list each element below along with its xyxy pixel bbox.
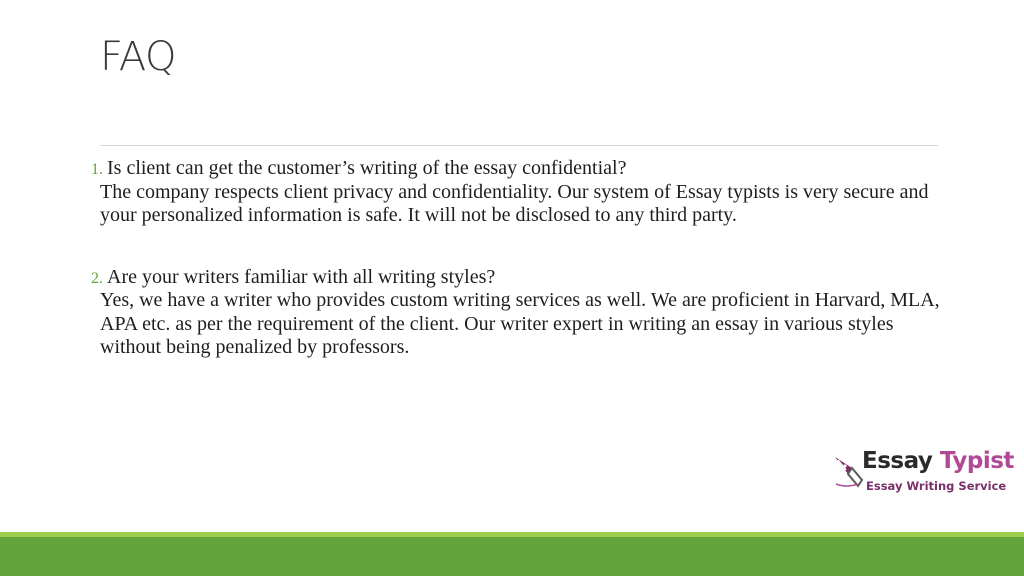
pen-nib-icon bbox=[832, 454, 866, 495]
slide-title: FAQ bbox=[100, 34, 176, 80]
faq-answer: The company respects client privacy and confidentiality. Our system of Essay typists is very secure and your personalized information is safe. It will not be disclosed to any third party. bbox=[100, 180, 929, 226]
faq-number: 1. bbox=[91, 161, 103, 178]
logo-tagline: Essay Writing Service bbox=[866, 479, 1007, 493]
logo-brand bbox=[862, 448, 1014, 474]
faq-answer: Yes, we have a writer who provides custom writing services as well. We are proficient in Harvard, MLA, APA etc. as per the requirement of the client. Our writer expert in writing an essay in various styles without being penalized by professors. bbox=[100, 289, 940, 358]
faq-question: Is client can get the customer’s writing of the essay confidential? bbox=[107, 157, 627, 179]
faq-list bbox=[90, 157, 940, 398]
title-divider bbox=[100, 145, 938, 146]
logo-brand-second: Typist bbox=[939, 448, 1014, 474]
footer-band bbox=[0, 537, 1024, 576]
faq-number: 2. bbox=[91, 269, 103, 287]
faq-question: Are your writers familiar with all writing styles? bbox=[107, 265, 496, 288]
faq-item bbox=[90, 266, 940, 360]
logo-brand-first: Essay bbox=[862, 448, 933, 474]
essay-typist-logo bbox=[832, 448, 1014, 498]
faq-item bbox=[90, 157, 940, 228]
